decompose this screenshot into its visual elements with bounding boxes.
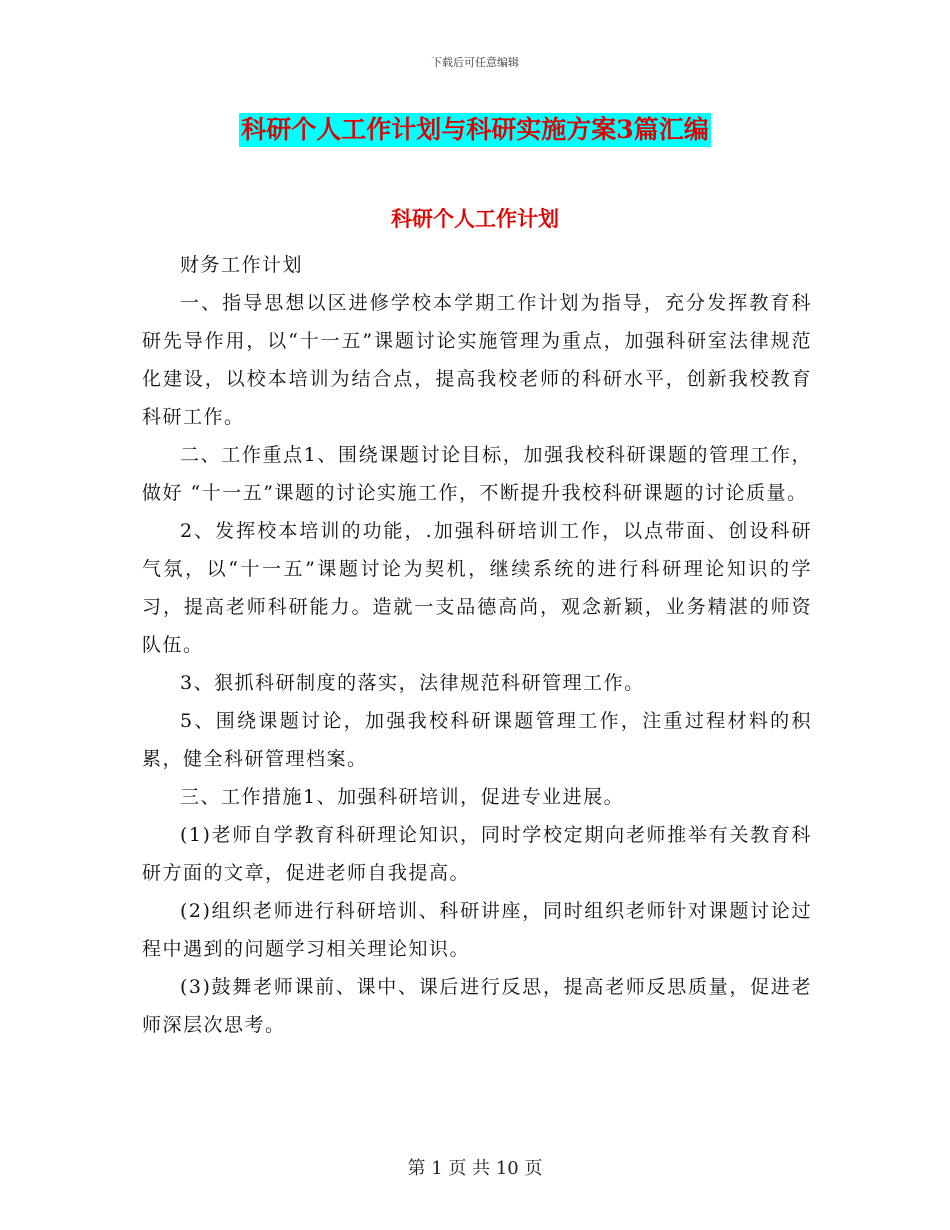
paragraph: (3)鼓舞老师课前、课中、课后进行反思，提高老师反思质量，促进老师深层次思考。	[142, 976, 812, 1036]
paragraph: 一、指导思想以区进修学校本学期工作计划为指导，充分发挥教育科研先导作用，以“十一五”课题讨论实施管理为重点，加强科研室法律规范化建设，以校本培训为结合点，提高我校老师的科研水平，创新我校教育科研工作。	[142, 292, 812, 428]
paragraph: (2)组织老师进行科研培训、科研讲座，同时组织老师针对课题讨论过程中遇到的问题学习相关理论知识。	[142, 900, 812, 960]
paragraph: 5、围绕课题讨论，加强我校科研课题管理工作，注重过程材料的积累，健全科研管理档案。	[142, 710, 812, 770]
header-note: 下载后可任意编辑	[431, 56, 519, 69]
paragraph: 2、发挥校本培训的功能，.加强科研培训工作，以点带面、创设科研气氛，以“十一五”课题讨论为契机，继续系统的进行科研理论知识的学习，提高老师科研能力。造就一支品德高尚，观念新颖，业务精湛的师资队伍。	[142, 520, 812, 656]
main-title-container	[0, 113, 950, 147]
document-body	[142, 246, 812, 1044]
paragraph: 财务工作计划	[180, 254, 304, 276]
paragraph: (1)老师自学教育科研理论知识，同时学校定期向老师推举有关教育科研方面的文章，促进老师自我提高。	[142, 824, 812, 884]
paragraph: 3、狠抓科研制度的落实，法律规范科研管理工作。	[180, 672, 645, 694]
page-number: 第 1 页 共 10 页	[407, 1158, 543, 1179]
paragraph: 三、工作措施1、加强科研培训，促进专业进展。	[180, 786, 625, 808]
main-title: 科研个人工作计划与科研实施方案3篇汇编	[239, 113, 710, 147]
paragraph: 二、工作重点1、围绕课题讨论目标，加强我校科研课题的管理工作，做好 “十一五”课题的讨论实施工作，不断提升我校科研课题的讨论质量。	[142, 444, 812, 504]
section-title: 科研个人工作计划	[391, 206, 559, 231]
